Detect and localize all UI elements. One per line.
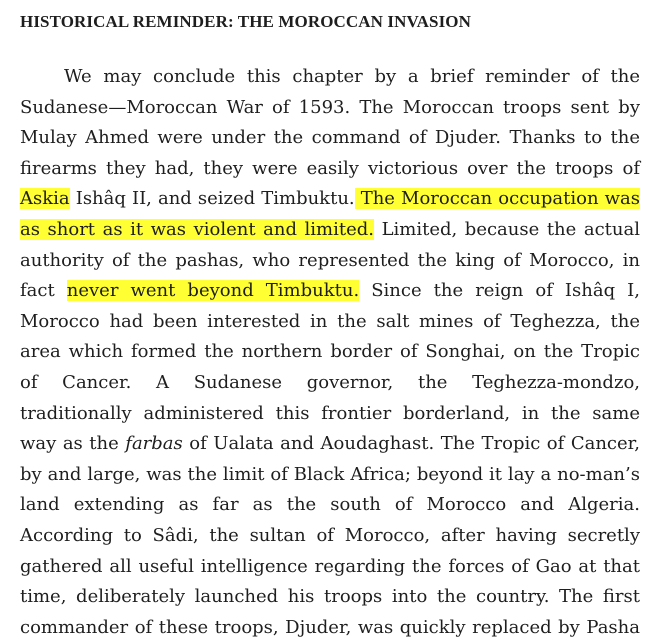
italic-text: farbas xyxy=(125,433,183,455)
text-segment: of Ualata and Aoudaghast. The Tropic of Cancer, xyxy=(182,433,640,455)
text-line xyxy=(20,307,640,338)
text-line xyxy=(20,368,640,399)
highlighted-text: never went beyond Timbuktu. xyxy=(66,280,360,302)
text-line xyxy=(20,62,640,93)
text-segment: land extending as far as the south of Morocco and Algeria. xyxy=(20,494,640,516)
text-line xyxy=(20,184,640,215)
text-segment: time, deliberately launched his troops into the country. The first xyxy=(20,586,640,608)
text-segment: Limited, because the actual xyxy=(374,218,640,240)
text-line xyxy=(20,429,640,460)
text-segment: We may conclude this chapter by a brief reminder of the xyxy=(64,66,640,87)
text-segment: According to Sâdi, the sultan of Morocco, after having secretly xyxy=(20,524,640,546)
text-segment: by and large, was the limit of Black Africa; beyond it lay a no-man’s xyxy=(20,463,640,485)
text-line xyxy=(20,337,640,368)
highlighted-text: as short as it was violent and limited. xyxy=(20,218,375,240)
highlighted-text: Askia xyxy=(20,188,70,210)
text-segment: traditionally administered this frontier borderland, in the same xyxy=(20,402,640,424)
text-segment: authority of the pashas, who represented the king of Morocco, in xyxy=(20,249,640,271)
highlighted-text: The Moroccan occupation was xyxy=(354,188,640,210)
text-line xyxy=(20,460,640,491)
text-segment: area which formed the northern border of Songhai, on the Tropic xyxy=(20,341,640,363)
text-segment: way as the xyxy=(20,433,126,455)
text-line xyxy=(20,93,640,124)
text-segment: gathered all useful intelligence regarding the forces of Gao at that xyxy=(20,555,640,577)
text-line xyxy=(20,521,640,552)
text-segment: of Cancer. A Sudanese governor, the Teghezza-mondzo, xyxy=(20,371,640,393)
text-line xyxy=(20,276,640,307)
text-line xyxy=(20,246,640,277)
text-segment: Mulay Ahmed were under the command of Djuder. Thanks to the xyxy=(20,127,640,149)
text-segment: firearms they had, they were easily victorious over the troops of xyxy=(20,157,640,179)
text-line xyxy=(20,490,640,521)
section-heading: HISTORICAL REMINDER: THE MOROCCAN INVASION xyxy=(20,12,471,31)
text-segment: Morocco had been interested in the salt mines of Teghezza, the xyxy=(20,310,640,332)
text-segment: Ishâq II, and seized Timbuktu. xyxy=(69,188,355,210)
text-line xyxy=(20,215,640,246)
text-line xyxy=(20,552,640,583)
text-segment: fact xyxy=(20,280,67,302)
text-line xyxy=(20,123,640,154)
text-line xyxy=(20,582,640,613)
text-segment: Sudanese—Moroccan War of 1593. The Moroccan troops sent by xyxy=(20,96,640,118)
text-segment: Since the reign of Ishâq I, xyxy=(359,280,640,302)
text-line xyxy=(20,613,640,643)
text-segment: commander of these troops, Djuder, was quickly replaced by Pasha xyxy=(20,616,640,638)
body-paragraph xyxy=(20,62,640,643)
text-line xyxy=(20,154,640,185)
text-line xyxy=(20,399,640,430)
